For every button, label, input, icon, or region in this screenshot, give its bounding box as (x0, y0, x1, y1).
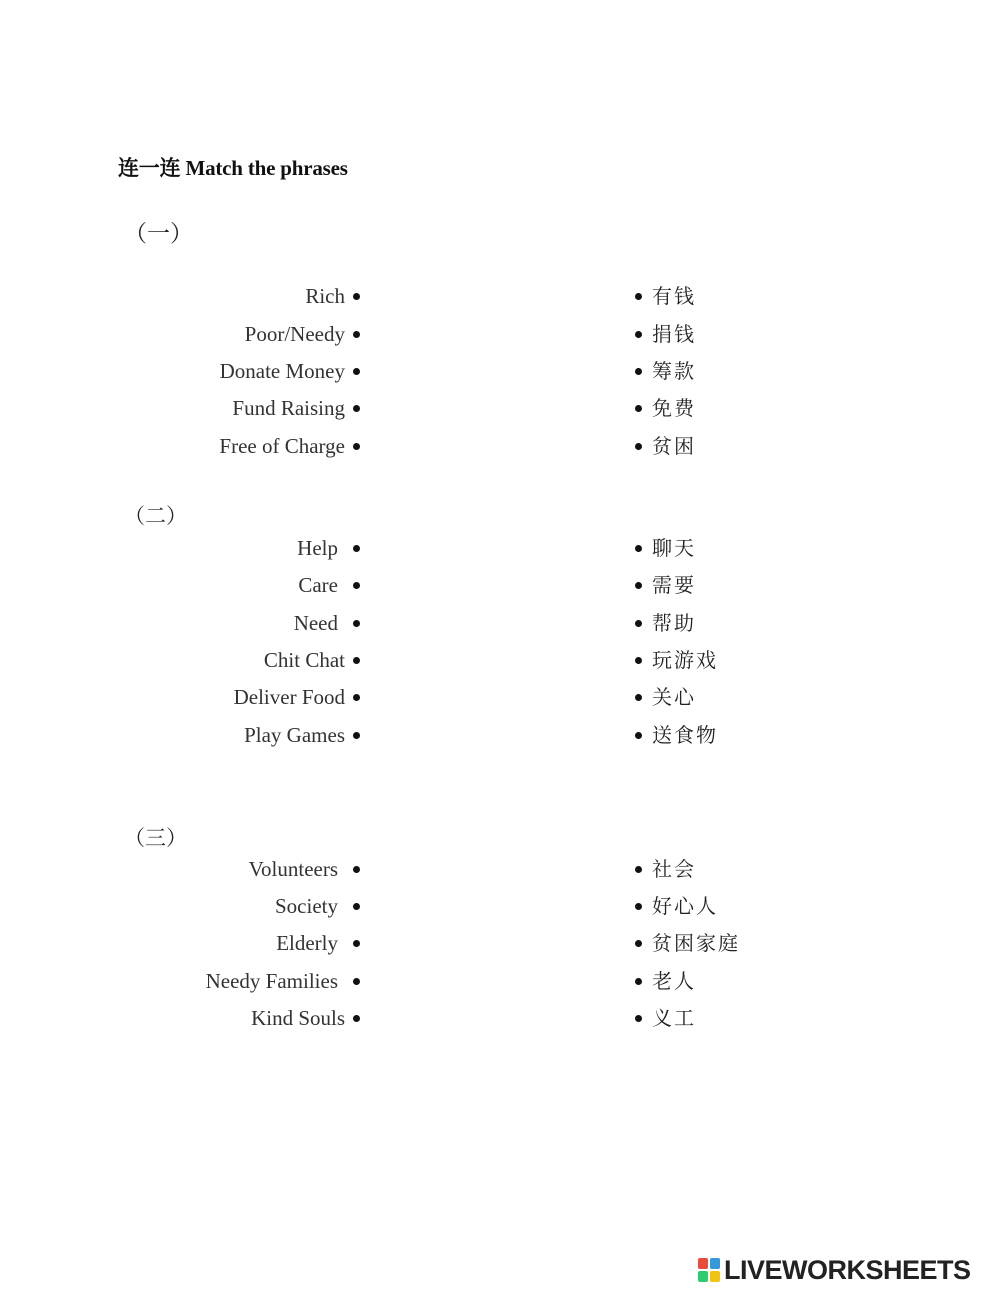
chinese-phrase: 社会 (652, 857, 696, 881)
match-row (0, 320, 1000, 350)
right-match-dot[interactable] (635, 1015, 642, 1022)
chinese-phrase: 关心 (652, 685, 696, 709)
chinese-phrase: 好心人 (652, 894, 718, 918)
right-match-dot[interactable] (635, 903, 642, 910)
english-phrase: Donate Money (219, 359, 345, 383)
logo-square-yellow (710, 1271, 720, 1282)
left-match-dot[interactable] (353, 405, 360, 412)
match-row (0, 609, 1000, 639)
right-match-dot[interactable] (635, 405, 642, 412)
page-title: 连一连 Match the phrases (118, 156, 348, 180)
left-match-dot[interactable] (353, 1015, 360, 1022)
left-match-dot[interactable] (353, 545, 360, 552)
left-match-dot[interactable] (353, 940, 360, 947)
english-phrase: Kind Souls (251, 1006, 345, 1030)
english-phrase: Play Games (244, 723, 345, 747)
match-row (0, 282, 1000, 312)
right-match-dot[interactable] (635, 368, 642, 375)
match-row (0, 967, 1000, 997)
chinese-phrase: 义工 (652, 1006, 696, 1030)
english-phrase: Care (298, 573, 338, 597)
right-match-dot[interactable] (635, 694, 642, 701)
liveworksheets-logo (698, 1254, 971, 1286)
logo-text: LIVEWORKSHEETS (724, 1254, 971, 1285)
chinese-phrase: 有钱 (652, 284, 696, 308)
left-match-dot[interactable] (353, 978, 360, 985)
chinese-phrase: 贫困家庭 (652, 931, 740, 955)
english-phrase: Need (293, 611, 338, 635)
right-match-dot[interactable] (635, 620, 642, 627)
match-row (0, 683, 1000, 713)
english-phrase: Poor/Needy (244, 322, 345, 346)
match-row (0, 721, 1000, 751)
match-row (0, 394, 1000, 424)
right-match-dot[interactable] (635, 443, 642, 450)
english-phrase: Deliver Food (233, 685, 345, 709)
chinese-phrase: 免费 (652, 396, 696, 420)
chinese-phrase: 需要 (652, 573, 696, 597)
match-row (0, 1004, 1000, 1034)
chinese-phrase: 聊天 (652, 536, 696, 560)
english-phrase: Needy Families (205, 969, 338, 993)
section-2-label: （二） (124, 504, 187, 528)
english-phrase: Rich (305, 284, 345, 308)
logo-square-blue (710, 1258, 720, 1269)
section-3-label: （三） (124, 826, 187, 850)
right-match-dot[interactable] (635, 331, 642, 338)
english-phrase: Volunteers (248, 857, 338, 881)
chinese-phrase: 玩游戏 (652, 648, 718, 672)
right-match-dot[interactable] (635, 545, 642, 552)
chinese-phrase: 送食物 (652, 723, 718, 747)
chinese-phrase: 帮助 (652, 611, 696, 635)
left-match-dot[interactable] (353, 368, 360, 375)
logo-square-green (698, 1271, 708, 1282)
right-match-dot[interactable] (635, 940, 642, 947)
left-match-dot[interactable] (353, 657, 360, 664)
english-phrase: Chit Chat (263, 648, 345, 672)
left-match-dot[interactable] (353, 866, 360, 873)
chinese-phrase: 筹款 (652, 359, 696, 383)
right-match-dot[interactable] (635, 582, 642, 589)
left-match-dot[interactable] (353, 694, 360, 701)
english-phrase: Help (297, 536, 338, 560)
english-phrase: Society (275, 894, 338, 918)
english-phrase: Free of Charge (219, 434, 345, 458)
left-match-dot[interactable] (353, 732, 360, 739)
match-row (0, 534, 1000, 564)
logo-square-red (698, 1258, 708, 1269)
right-match-dot[interactable] (635, 657, 642, 664)
chinese-phrase: 老人 (652, 969, 696, 993)
right-match-dot[interactable] (635, 978, 642, 985)
english-phrase: Elderly (276, 931, 338, 955)
chinese-phrase: 捐钱 (652, 322, 696, 346)
match-row (0, 646, 1000, 676)
left-match-dot[interactable] (353, 620, 360, 627)
section-1-label: （一） (124, 221, 193, 247)
match-row (0, 892, 1000, 922)
left-match-dot[interactable] (353, 903, 360, 910)
match-row (0, 357, 1000, 387)
match-row (0, 432, 1000, 462)
right-match-dot[interactable] (635, 293, 642, 300)
left-match-dot[interactable] (353, 293, 360, 300)
match-row (0, 929, 1000, 959)
right-match-dot[interactable] (635, 866, 642, 873)
match-row (0, 571, 1000, 601)
left-match-dot[interactable] (353, 331, 360, 338)
right-match-dot[interactable] (635, 732, 642, 739)
left-match-dot[interactable] (353, 582, 360, 589)
chinese-phrase: 贫困 (652, 434, 696, 458)
left-match-dot[interactable] (353, 443, 360, 450)
match-row (0, 855, 1000, 885)
liveworksheets-logo-icon (698, 1258, 720, 1282)
english-phrase: Fund Raising (232, 396, 345, 420)
